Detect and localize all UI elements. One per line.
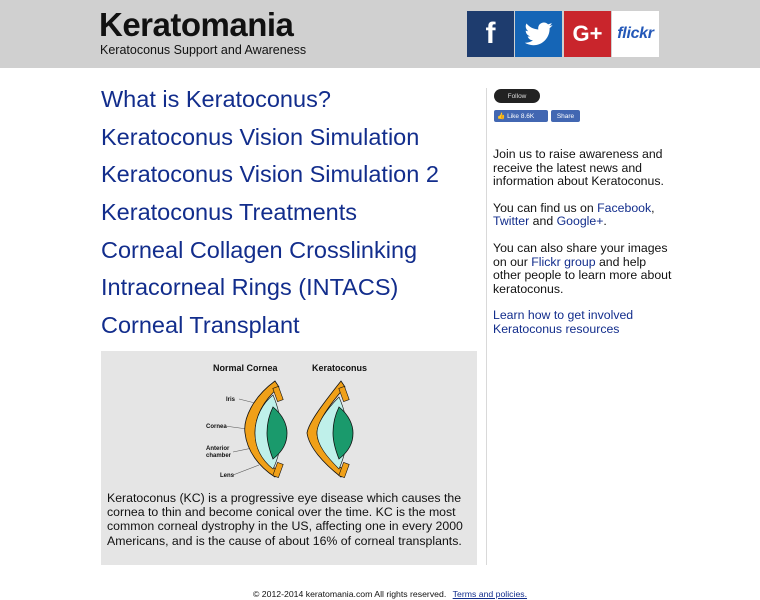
nav-link-what-is-keratoconus[interactable]: What is Keratoconus? [101,86,331,112]
sidebar-link-google-plus[interactable]: Google+ [556,214,604,229]
diagram-label-normal-cornea: Normal Cornea [213,363,278,373]
nav-link-vision-simulation-2[interactable]: Keratoconus Vision Simulation 2 [101,161,439,188]
nav-link-vision-simulation[interactable]: Keratoconus Vision Simulation [101,123,420,150]
share-images-text: You can also share your images on our [493,240,668,269]
flickr-button[interactable] [612,11,659,57]
site-subtitle: Keratoconus Support and Awareness [100,43,307,57]
diagram-label-chamber: chamber [206,453,232,459]
twitter-button[interactable] [515,11,562,57]
facebook-like-button[interactable] [494,110,548,122]
twitter-follow-label: Follow [507,92,527,100]
keratoconus-description: Keratoconus (KC) is a progressive eye disease which causes the cornea to thin and become conical over the time. KC is the most common corneal dystrophy in the US, affecting one in every 2000 Americans, and is the cause of about 16% of corneal transplants. [107,491,463,548]
diagram-label-keratoconus: Keratoconus [312,363,368,373]
sidebar-link-twitter[interactable]: Twitter [493,214,530,229]
sidebar [493,148,673,350]
share-images-suffix: and help other people to learn more about keratoconus. [493,254,672,296]
footer-copyright: © 2012-2014 keratomania.com All rights reserved. [252,589,447,599]
twitter-bird-icon [525,22,553,46]
sidebar-link-get-involved[interactable]: Learn how to get involved [493,308,634,323]
flickr-logo-text: flickr [617,25,654,42]
diagram-label-anterior: Anterior [206,446,230,452]
google-plus-button[interactable] [564,11,611,57]
facebook-share-button[interactable] [551,110,580,122]
nav-link-intacs[interactable]: Intracorneal Rings (INTACS) [101,274,399,301]
facebook-icon: f [485,17,496,50]
main-nav [101,84,439,348]
find-us-text: You can find us on [493,200,598,215]
facebook-share-label: Share [556,112,575,120]
sidebar-link-facebook[interactable]: Facebook [597,200,652,215]
site-title[interactable]: Keratomania [99,6,294,43]
normal-eye-shape [245,381,287,478]
diagram-label-iris: Iris [226,397,236,403]
find-us-and: and [529,214,557,229]
keratoconus-info-box [101,351,477,565]
sidebar-intro: Join us to raise awareness and receive the latest news and information about Keratoconus. [493,147,664,189]
keratoconus-eye-shape [307,381,353,478]
footer-terms-link[interactable]: Terms and policies. [452,589,528,599]
diagram-label-cornea: Cornea [206,424,227,430]
sidebar-find-us [493,202,673,229]
google-plus-icon: G+ [572,21,603,46]
find-us-period: . [603,214,607,229]
facebook-like-label: Like 8.6K [507,112,535,120]
find-us-comma: , [651,200,655,215]
thumbs-up-icon: 👍 [497,113,506,120]
sidebar-share-images [493,242,673,296]
column-divider [486,88,487,565]
facebook-button[interactable] [467,11,514,57]
twitter-follow-button[interactable] [494,89,540,103]
sidebar-link-resources[interactable]: Keratoconus resources [493,321,620,336]
sidebar-links [493,309,673,336]
nav-link-corneal-transplant[interactable]: Corneal Transplant [101,312,300,339]
site-header [0,0,760,68]
cornea-comparison-diagram [193,359,383,481]
diagram-label-lens: Lens [220,473,235,479]
sidebar-link-flickr-group[interactable]: Flickr group [531,254,596,269]
nav-link-crosslinking[interactable]: Corneal Collagen Crosslinking [101,236,418,263]
nav-link-treatments[interactable]: Keratoconus Treatments [101,199,358,226]
site-footer [0,589,760,599]
